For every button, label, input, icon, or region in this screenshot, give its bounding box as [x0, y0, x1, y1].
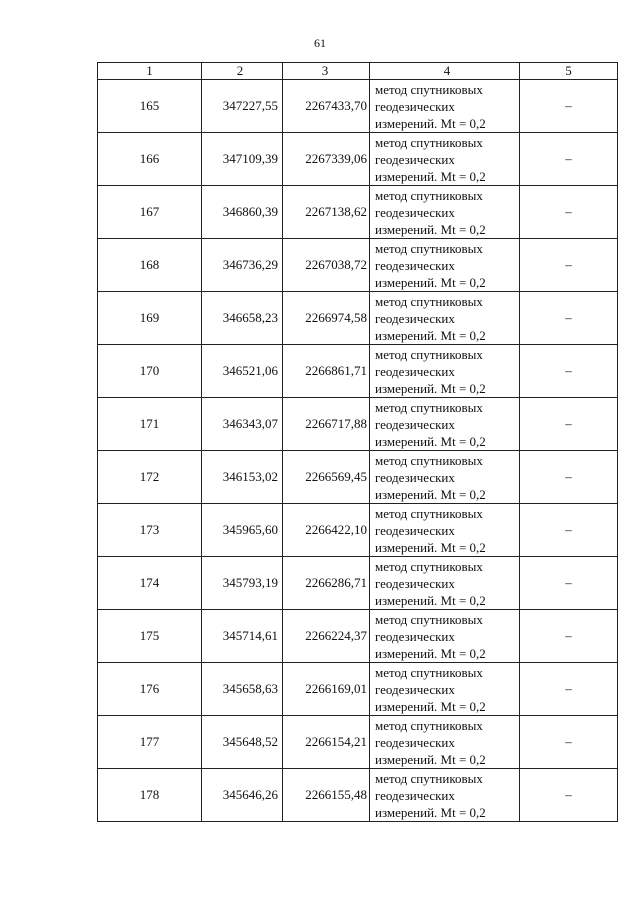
- method-cell: [370, 504, 520, 557]
- table-header: [98, 63, 618, 80]
- table-row: [98, 716, 618, 769]
- y-coordinate-cell: 2267038,72: [283, 239, 370, 292]
- method-line: измерений. Mt = 0,2: [375, 274, 486, 290]
- method-cell: [370, 557, 520, 610]
- note-cell: –: [520, 769, 618, 822]
- table-row: [98, 186, 618, 239]
- table-row: [98, 80, 618, 133]
- method-line: геодезических: [375, 151, 455, 167]
- table-body: [98, 80, 618, 822]
- table-row: [98, 345, 618, 398]
- y-coordinate-cell: 2266154,21: [283, 716, 370, 769]
- table-row: [98, 610, 618, 663]
- method-line: измерений. Mt = 0,2: [375, 698, 486, 714]
- point-number-cell: 174: [98, 557, 202, 610]
- point-number-cell: 168: [98, 239, 202, 292]
- y-coordinate-cell: 2266224,37: [283, 610, 370, 663]
- table-row: [98, 292, 618, 345]
- note-cell: –: [520, 186, 618, 239]
- x-coordinate-cell: 347227,55: [202, 80, 283, 133]
- method-line: измерений. Mt = 0,2: [375, 221, 486, 237]
- x-coordinate-cell: 345658,63: [202, 663, 283, 716]
- method-line: метод спутниковых: [375, 399, 483, 415]
- point-number-cell: 176: [98, 663, 202, 716]
- page-number: 61: [314, 36, 326, 50]
- method-line: геодезических: [375, 734, 455, 750]
- point-number-cell: 177: [98, 716, 202, 769]
- note-cell: –: [520, 345, 618, 398]
- note-cell: –: [520, 716, 618, 769]
- method-line: метод спутниковых: [375, 770, 483, 786]
- method-line: геодезических: [375, 787, 455, 803]
- point-number-cell: 173: [98, 504, 202, 557]
- x-coordinate-cell: 346521,06: [202, 345, 283, 398]
- point-number-cell: 166: [98, 133, 202, 186]
- y-coordinate-cell: 2267339,06: [283, 133, 370, 186]
- method-line: метод спутниковых: [375, 558, 483, 574]
- table-row: [98, 504, 618, 557]
- table-row: [98, 769, 618, 822]
- column-header-5: 5: [520, 63, 618, 80]
- note-cell: –: [520, 239, 618, 292]
- method-line: измерений. Mt = 0,2: [375, 433, 486, 449]
- y-coordinate-cell: 2266169,01: [283, 663, 370, 716]
- method-line: метод спутниковых: [375, 611, 483, 627]
- x-coordinate-cell: 346153,02: [202, 451, 283, 504]
- point-number-cell: 165: [98, 80, 202, 133]
- column-header-4: 4: [370, 63, 520, 80]
- x-coordinate-cell: 347109,39: [202, 133, 283, 186]
- method-line: геодезических: [375, 469, 455, 485]
- point-number-cell: 170: [98, 345, 202, 398]
- point-number-cell: 175: [98, 610, 202, 663]
- x-coordinate-cell: 345965,60: [202, 504, 283, 557]
- table-row: [98, 557, 618, 610]
- method-cell: [370, 663, 520, 716]
- method-line: измерений. Mt = 0,2: [375, 327, 486, 343]
- method-line: геодезических: [375, 363, 455, 379]
- y-coordinate-cell: 2266286,71: [283, 557, 370, 610]
- x-coordinate-cell: 345648,52: [202, 716, 283, 769]
- method-cell: [370, 451, 520, 504]
- x-coordinate-cell: 346860,39: [202, 186, 283, 239]
- point-number-cell: 167: [98, 186, 202, 239]
- method-cell: [370, 716, 520, 769]
- column-header-2: 2: [202, 63, 283, 80]
- method-cell: [370, 610, 520, 663]
- method-line: геодезических: [375, 310, 455, 326]
- note-cell: –: [520, 398, 618, 451]
- note-cell: –: [520, 504, 618, 557]
- method-line: метод спутниковых: [375, 505, 483, 521]
- y-coordinate-cell: 2267433,70: [283, 80, 370, 133]
- method-line: измерений. Mt = 0,2: [375, 168, 486, 184]
- method-cell: [370, 239, 520, 292]
- y-coordinate-cell: 2266422,10: [283, 504, 370, 557]
- x-coordinate-cell: 345714,61: [202, 610, 283, 663]
- note-cell: –: [520, 292, 618, 345]
- note-cell: –: [520, 610, 618, 663]
- method-line: метод спутниковых: [375, 240, 483, 256]
- method-line: метод спутниковых: [375, 187, 483, 203]
- header-row: [98, 63, 618, 80]
- method-line: метод спутниковых: [375, 346, 483, 362]
- method-line: метод спутниковых: [375, 134, 483, 150]
- method-line: геодезических: [375, 204, 455, 220]
- method-line: измерений. Mt = 0,2: [375, 645, 486, 661]
- method-line: метод спутниковых: [375, 664, 483, 680]
- y-coordinate-cell: 2266861,71: [283, 345, 370, 398]
- note-cell: –: [520, 133, 618, 186]
- method-line: геодезических: [375, 628, 455, 644]
- note-cell: –: [520, 80, 618, 133]
- point-number-cell: 169: [98, 292, 202, 345]
- method-line: измерений. Mt = 0,2: [375, 804, 486, 820]
- method-line: измерений. Mt = 0,2: [375, 380, 486, 396]
- x-coordinate-cell: 345793,19: [202, 557, 283, 610]
- method-line: геодезических: [375, 257, 455, 273]
- point-number-cell: 171: [98, 398, 202, 451]
- y-coordinate-cell: 2266717,88: [283, 398, 370, 451]
- method-line: метод спутниковых: [375, 452, 483, 468]
- method-line: измерений. Mt = 0,2: [375, 115, 486, 131]
- method-line: геодезических: [375, 575, 455, 591]
- method-line: метод спутниковых: [375, 293, 483, 309]
- method-line: измерений. Mt = 0,2: [375, 539, 486, 555]
- column-header-1: 1: [98, 63, 202, 80]
- y-coordinate-cell: 2266569,45: [283, 451, 370, 504]
- table-row: [98, 663, 618, 716]
- method-cell: [370, 186, 520, 239]
- note-cell: –: [520, 663, 618, 716]
- method-cell: [370, 292, 520, 345]
- note-cell: –: [520, 557, 618, 610]
- point-number-cell: 178: [98, 769, 202, 822]
- table-row: [98, 133, 618, 186]
- method-line: измерений. Mt = 0,2: [375, 486, 486, 502]
- point-number-cell: 172: [98, 451, 202, 504]
- method-cell: [370, 769, 520, 822]
- note-cell: –: [520, 451, 618, 504]
- table-row: [98, 398, 618, 451]
- y-coordinate-cell: 2266974,58: [283, 292, 370, 345]
- method-line: метод спутниковых: [375, 717, 483, 733]
- method-cell: [370, 80, 520, 133]
- y-coordinate-cell: 2267138,62: [283, 186, 370, 239]
- y-coordinate-cell: 2266155,48: [283, 769, 370, 822]
- x-coordinate-cell: 346736,29: [202, 239, 283, 292]
- method-line: измерений. Mt = 0,2: [375, 592, 486, 608]
- coordinates-table: [97, 62, 618, 822]
- column-header-3: 3: [283, 63, 370, 80]
- method-line: геодезических: [375, 98, 455, 114]
- x-coordinate-cell: 346658,23: [202, 292, 283, 345]
- table-row: [98, 239, 618, 292]
- x-coordinate-cell: 345646,26: [202, 769, 283, 822]
- method-line: метод спутниковых: [375, 81, 483, 97]
- method-cell: [370, 398, 520, 451]
- table-row: [98, 451, 618, 504]
- method-cell: [370, 133, 520, 186]
- method-line: геодезических: [375, 681, 455, 697]
- method-line: геодезических: [375, 416, 455, 432]
- method-line: измерений. Mt = 0,2: [375, 751, 486, 767]
- method-line: геодезических: [375, 522, 455, 538]
- method-cell: [370, 345, 520, 398]
- x-coordinate-cell: 346343,07: [202, 398, 283, 451]
